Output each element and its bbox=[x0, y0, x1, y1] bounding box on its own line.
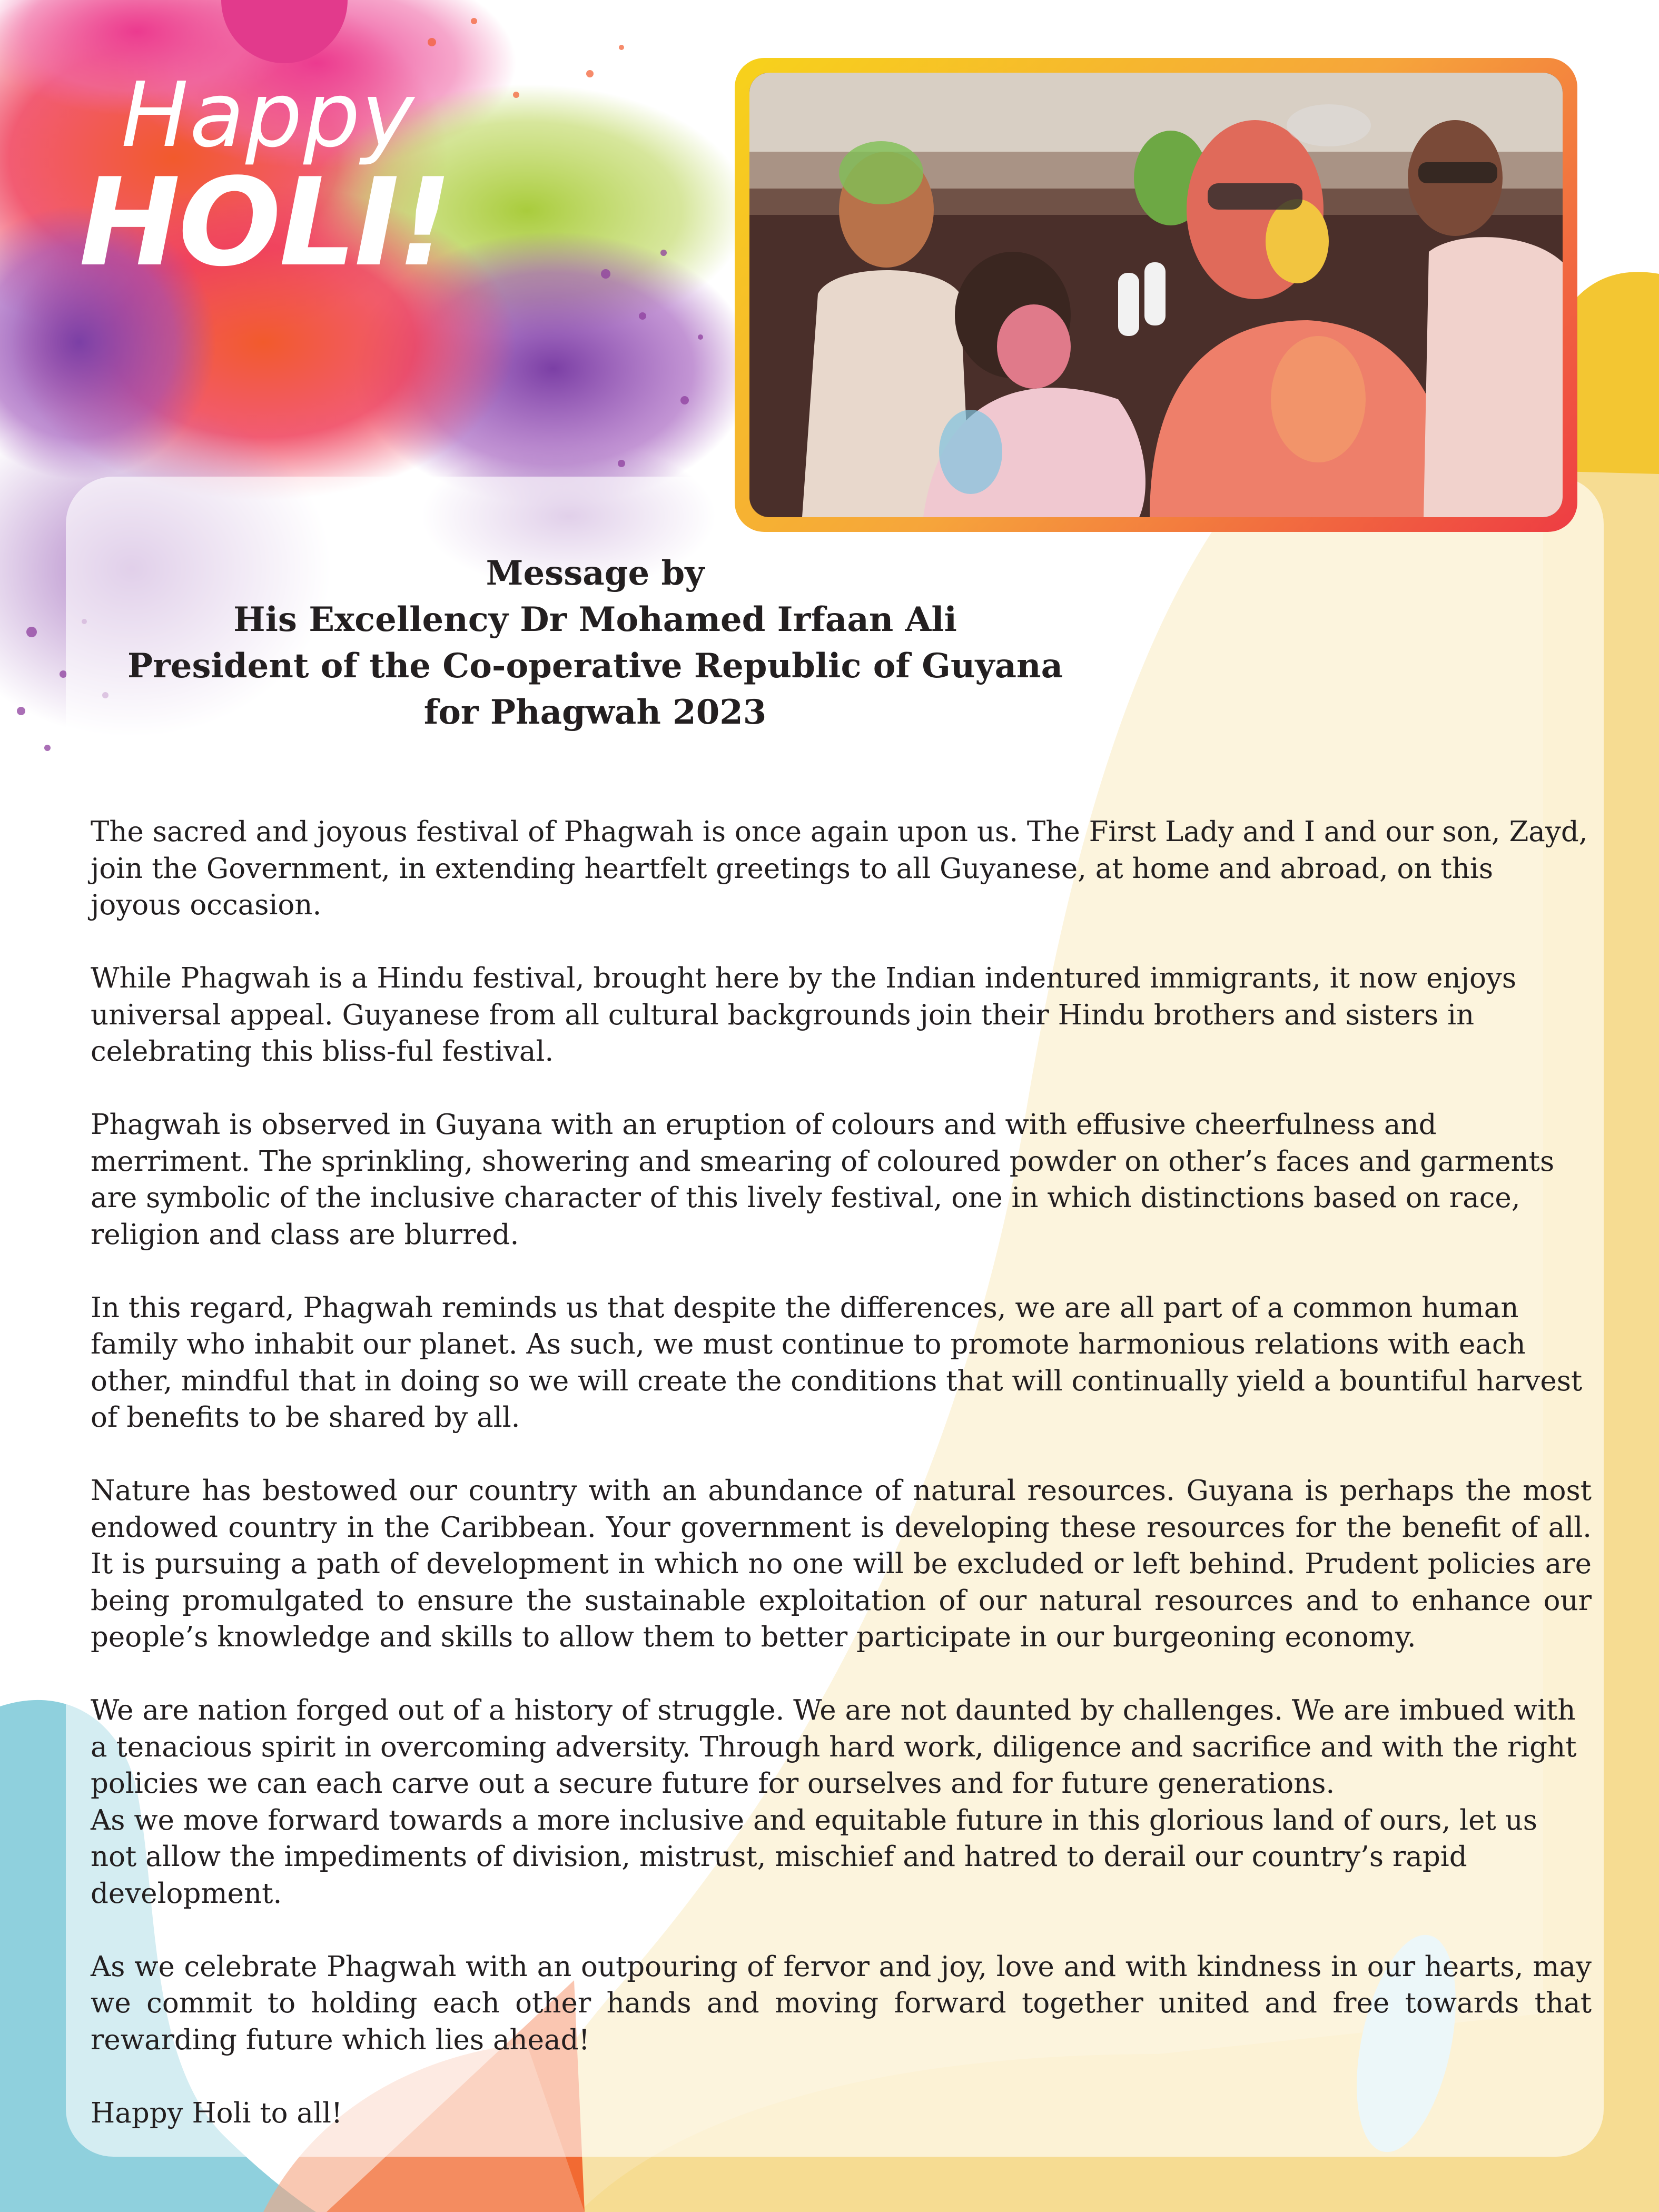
paragraph-1: The sacred and joyous festival of Phagwah is once again upon us. The First Lady and I and our son, Zayd, join the Government, in extending heartfelt greetings to all Guyanese, at home and abroad, on this joyous occasion. bbox=[91, 816, 1588, 921]
heading-line-1: Message by bbox=[486, 554, 705, 593]
celebration-photo bbox=[749, 73, 1563, 517]
heading-line-2: His Excellency Dr Mohamed Irfaan Ali bbox=[233, 600, 957, 639]
paragraph-6: We are nation forged out of a history of struggle. We are not daunted by challenges. We are imbued with a tenacious spirit in overcoming adversity. Through hard work, diligence and sacrifice and with the right policies we can each carve out a secure future for ourselves and for future generations. bbox=[91, 1694, 1577, 1800]
heading-line-4: for Phagwah 2023 bbox=[423, 693, 767, 732]
banner-happy: Happy bbox=[121, 63, 416, 167]
heading-line-3: President of the Co-operative Republic of Guyana bbox=[127, 646, 1063, 686]
photo-frame bbox=[735, 58, 1577, 532]
paragraph-8: As we celebrate Phagwah with an outpouring of fervor and joy, love and with kindness in our hearts, may we commit to holding each other hands and moving forward together united and free towards that rewarding future which lies ahead! bbox=[91, 1950, 1592, 2056]
paragraph-4: In this regard, Phagwah reminds us that despite the differences, we are all part of a common human family who inhabit our planet. As such, we must continue to promote harmonious relations with each other, mindful that in doing so we will create the conditions that will continually yield a bountiful harvest of benefits to be shared by all. bbox=[91, 1291, 1583, 1434]
paragraph-5: Nature has bestowed our country with an abundance of natural resources. Guyana is perhaps the most endowed country in the Caribbean. Your government is developing these resources for the benefit of all. It is pursuing a path of development in which no one will be excluded or left behind. Prudent policies are being promulgated to ensure the sustainable exploitation of our natural resources and to enhance our people’s knowledge and skills to allow them to better participate in our burgeoning economy. bbox=[91, 1475, 1592, 1653]
paragraph-3: Phagwah is observed in Guyana with an eruption of colours and with effusive cheerfulness and merriment. The sprinkling, showering and smearing of coloured powder on other’s faces and garments are symbolic of the inclusive character of this lively festival, one in which distinctions based on race, religion and class are blurred. bbox=[91, 1109, 1555, 1251]
paragraph-2: While Phagwah is a Hindu festival, brought here by the Indian indentured immigrants, it now enjoys universal appeal. Guyanese from all cultural backgrounds join their Hindu brothers and sisters in celebrating this bliss-ful festival. bbox=[91, 962, 1517, 1068]
banner-holi: HOLI! bbox=[79, 153, 451, 293]
message-heading bbox=[79, 550, 1111, 736]
happy-holi-banner bbox=[79, 63, 479, 316]
paragraph-7: As we move forward towards a more inclusive and equitable future in this glorious land of ours, let us not allow the impediments of division, mistrust, mischief and hatred to derail our country’s rapid development. bbox=[91, 1804, 1537, 1910]
closing-line: Happy Holi to all! bbox=[91, 2097, 343, 2129]
message-body bbox=[91, 814, 1592, 2168]
